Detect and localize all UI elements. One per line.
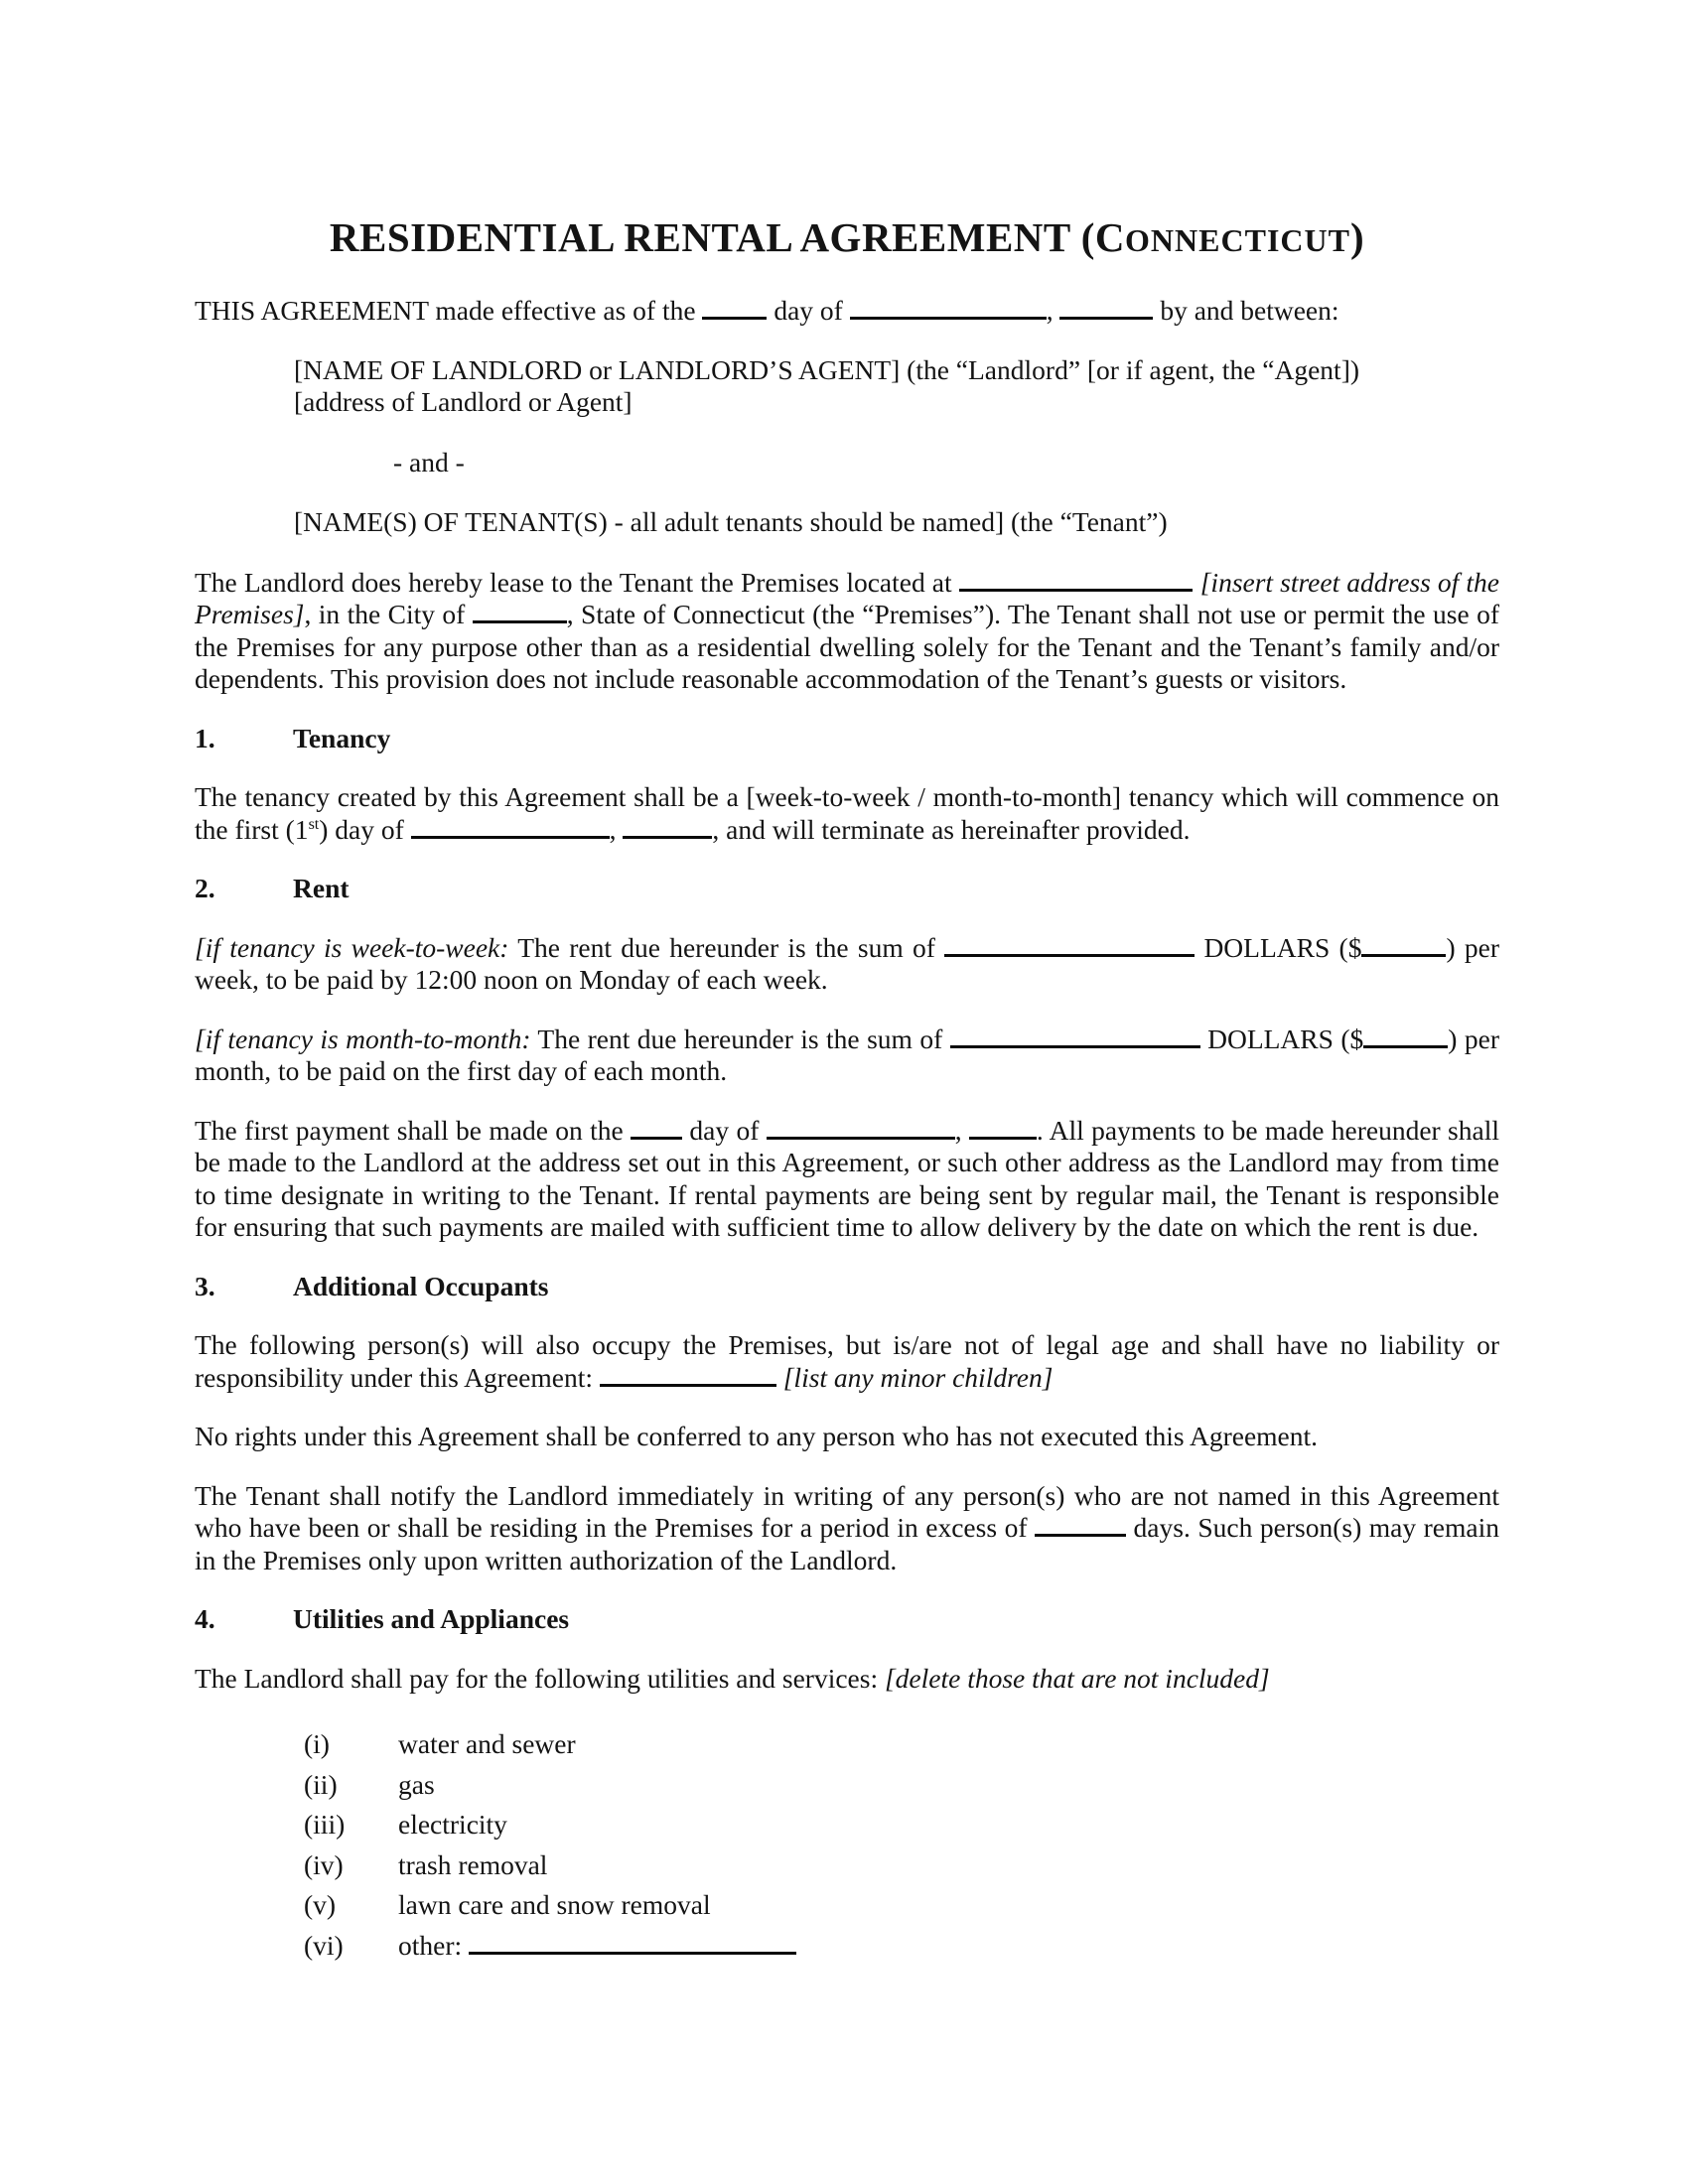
landlord-address-line: [address of Landlord or Agent] [294,386,633,417]
payment-text-1: The first payment shall be made on the [195,1114,632,1146]
monthly-rent-text-4: ) [1448,1023,1458,1054]
utility-roman-v: (v) [304,1889,337,1920]
week-to-week-note: [if tenancy is week-to-week: [195,931,509,963]
tenant-name-line: [NAME(S) OF TENANT(S) - all adult tenants should be named] (the “Tenant”) [294,506,1168,537]
utility-roman-vi: (vi) [304,1929,344,1961]
weekly-rent-paragraph [195,932,1499,997]
utility-label-lawn: lawn care and snow removal [398,1889,711,1920]
monthly-rent-amount-blank [1363,1042,1448,1048]
utility-roman-iii: (iii) [304,1809,346,1840]
landlord-name-line: [NAME OF LANDLORD or LANDLORD’S AGENT] (the “Landlord” [or if agent, the “Agent]) [294,353,1360,385]
utility-label-water: water and sewer [398,1728,576,1759]
monthly-rent-text-1: The rent due hereunder is the sum of [530,1023,950,1054]
notify-text-1: The Tenant shall notify the Landlord immediately in writing of any person(s) who are not named in this Agreement who have been or shall be residing in the Premises for a period in excess of [195,1479,1499,1543]
utilities-paragraph [195,1663,1499,1696]
utility-roman-i: (i) [304,1728,330,1759]
utility-label-gas: gas [398,1768,435,1800]
notify-paragraph [195,1480,1499,1577]
month-to-month-note: [if tenancy is month-to-month: [195,1023,531,1054]
monthly-rent-text-2: DOLLARS [1199,1023,1341,1054]
first-payment-month-blank [767,1134,955,1140]
payment-text-3: , [954,1114,969,1146]
city-blank [473,617,567,623]
utility-item-trash [304,1848,1499,1881]
tenancy-text-2: ) day of [319,813,411,845]
intro-text-2: day of [767,295,850,326]
payment-text-2: day of [682,1114,767,1146]
commence-year-blank [623,833,712,839]
first-payment-year-blank [969,1134,1037,1140]
occupants-paragraph [195,1329,1499,1394]
first-payment-paragraph [195,1115,1499,1244]
tenancy-text-3: , [609,813,624,845]
payment-text-4: . All payments to be made hereunder shall be made to the Landlord at the address set out in this Agreement, or such other address as the Landlord may from time to time designate in writing to the Tenant. If rental payments are being sent by regular mail, the Tenant is responsible for ensuring that such payments are mailed with sufficient time to allow delivery by the date on which the rent is due. [195,1114,1499,1242]
weekly-rent-text-2: DOLLARS [1195,931,1339,963]
section-2-number: 2. [195,873,215,903]
utility-label-other: other: [398,1929,470,1961]
utility-item-electricity [304,1808,1499,1841]
section-1-number: 1. [195,722,215,753]
intro-text-4: by and between: [1153,295,1339,326]
section-3-heading [195,1271,1499,1303]
utility-item-other [304,1929,1499,1962]
first-payment-day-blank [631,1134,682,1140]
weekly-rent-text-4: ) [1446,931,1456,963]
section-2-heading [195,873,1499,905]
tenancy-text-1: The tenancy created by this Agreement shall be a [week-to-week / month-to-month] tenancy which will commence on the first (1 [195,781,1499,845]
weekly-rent-amount-group [1339,932,1456,963]
other-utilities-blank [469,1949,796,1955]
weekly-rent-text-5: per week, to be paid by 12:00 noon on Monday of each week. [195,931,1500,995]
effective-month-blank [850,314,1047,320]
utility-label-trash: trash removal [398,1848,548,1880]
tenancy-text-4: , and will terminate as hereinafter provided. [712,813,1191,845]
section-1-heading [195,723,1499,755]
document-title [195,214,1499,263]
section-4-title: Utilities and Appliances [293,1603,570,1634]
premises-text-1: The Landlord does hereby lease to the Tenant the Premises located at [195,566,959,598]
effective-year-blank [1059,314,1153,320]
notify-text-2: days. Such person(s) may remain in the Premises only upon written authorization of the Landlord. [195,1512,1499,1575]
effective-day-blank [702,314,767,320]
utility-roman-iv: (iv) [304,1848,344,1880]
section-2-title: Rent [293,873,350,903]
utility-item-lawn [304,1888,1499,1921]
monthly-rent-amount-group [1340,1024,1457,1054]
section-3-number: 3. [195,1270,215,1301]
monthly-rent-paragraph [195,1024,1499,1088]
occupants-text-1: The following person(s) will also occupy the Premises, but is/are not of legal age and shall have no liability or responsibility under this Agreement: [195,1329,1499,1393]
excess-days-blank [1035,1531,1126,1537]
and-separator: - and - [393,446,465,478]
section-4-heading [195,1603,1499,1636]
section-3-title: Additional Occupants [293,1270,549,1301]
section-4-number: 4. [195,1603,215,1634]
street-address-blank [959,586,1193,592]
utility-item-gas [304,1768,1499,1801]
intro-text-1: THIS AGREEMENT made effective as of the [195,295,703,326]
intro-text-3: , [1046,295,1060,326]
weekly-rent-text-1: The rent due hereunder is the sum of [508,931,945,963]
commence-month-blank [411,833,610,839]
title-main: RESIDENTIAL RENTAL AGREEMENT (C [329,214,1126,260]
minor-children-blank [600,1381,776,1387]
minor-children-note: [list any minor children] [775,1361,1054,1393]
weekly-rent-amount-blank [1361,951,1446,957]
weekly-rent-text-3: ($ [1338,931,1362,963]
tenancy-paragraph [195,781,1499,846]
premises-text-2: , in the City of [304,599,473,629]
street-address-note: [insert street address of the Premises] [195,566,1499,629]
utility-label-electricity: electricity [398,1809,507,1840]
utility-roman-ii: (ii) [304,1768,338,1800]
title-smallcaps: ONNECTICUT [1125,222,1350,258]
ordinal-superscript: st [308,815,320,833]
monthly-rent-text-5: per month, to be paid on the first day of each month. [195,1023,1499,1086]
utilities-note: [delete those that are not included] [884,1662,1270,1694]
weekly-rent-words-blank [944,951,1195,957]
utilities-list [304,1727,1499,1962]
monthly-rent-words-blank [950,1042,1200,1048]
utilities-text-1: The Landlord shall pay for the following utilities and services: [195,1662,885,1694]
intro-paragraph [195,295,1499,328]
section-1-title: Tenancy [293,722,391,753]
tenant-block [294,506,1499,539]
title-close: ) [1349,214,1365,260]
landlord-block [294,354,1499,419]
premises-paragraph [195,567,1499,696]
no-rights-paragraph: No rights under this Agreement shall be conferred to any person who has not executed this Agreement. [195,1421,1319,1451]
monthly-rent-text-3: ($ [1340,1023,1364,1054]
utility-item-water [304,1727,1499,1760]
premises-text-3: , State of Connecticut (the “Premises”). The Tenant shall not use or permit the use of the Premises for any purpose other than as a residential dwelling solely for the Tenant and the Tenant’s family and/or dependents. This provision does not include reasonable accommodation of the Tenant’s guests or visitors. [195,599,1499,694]
